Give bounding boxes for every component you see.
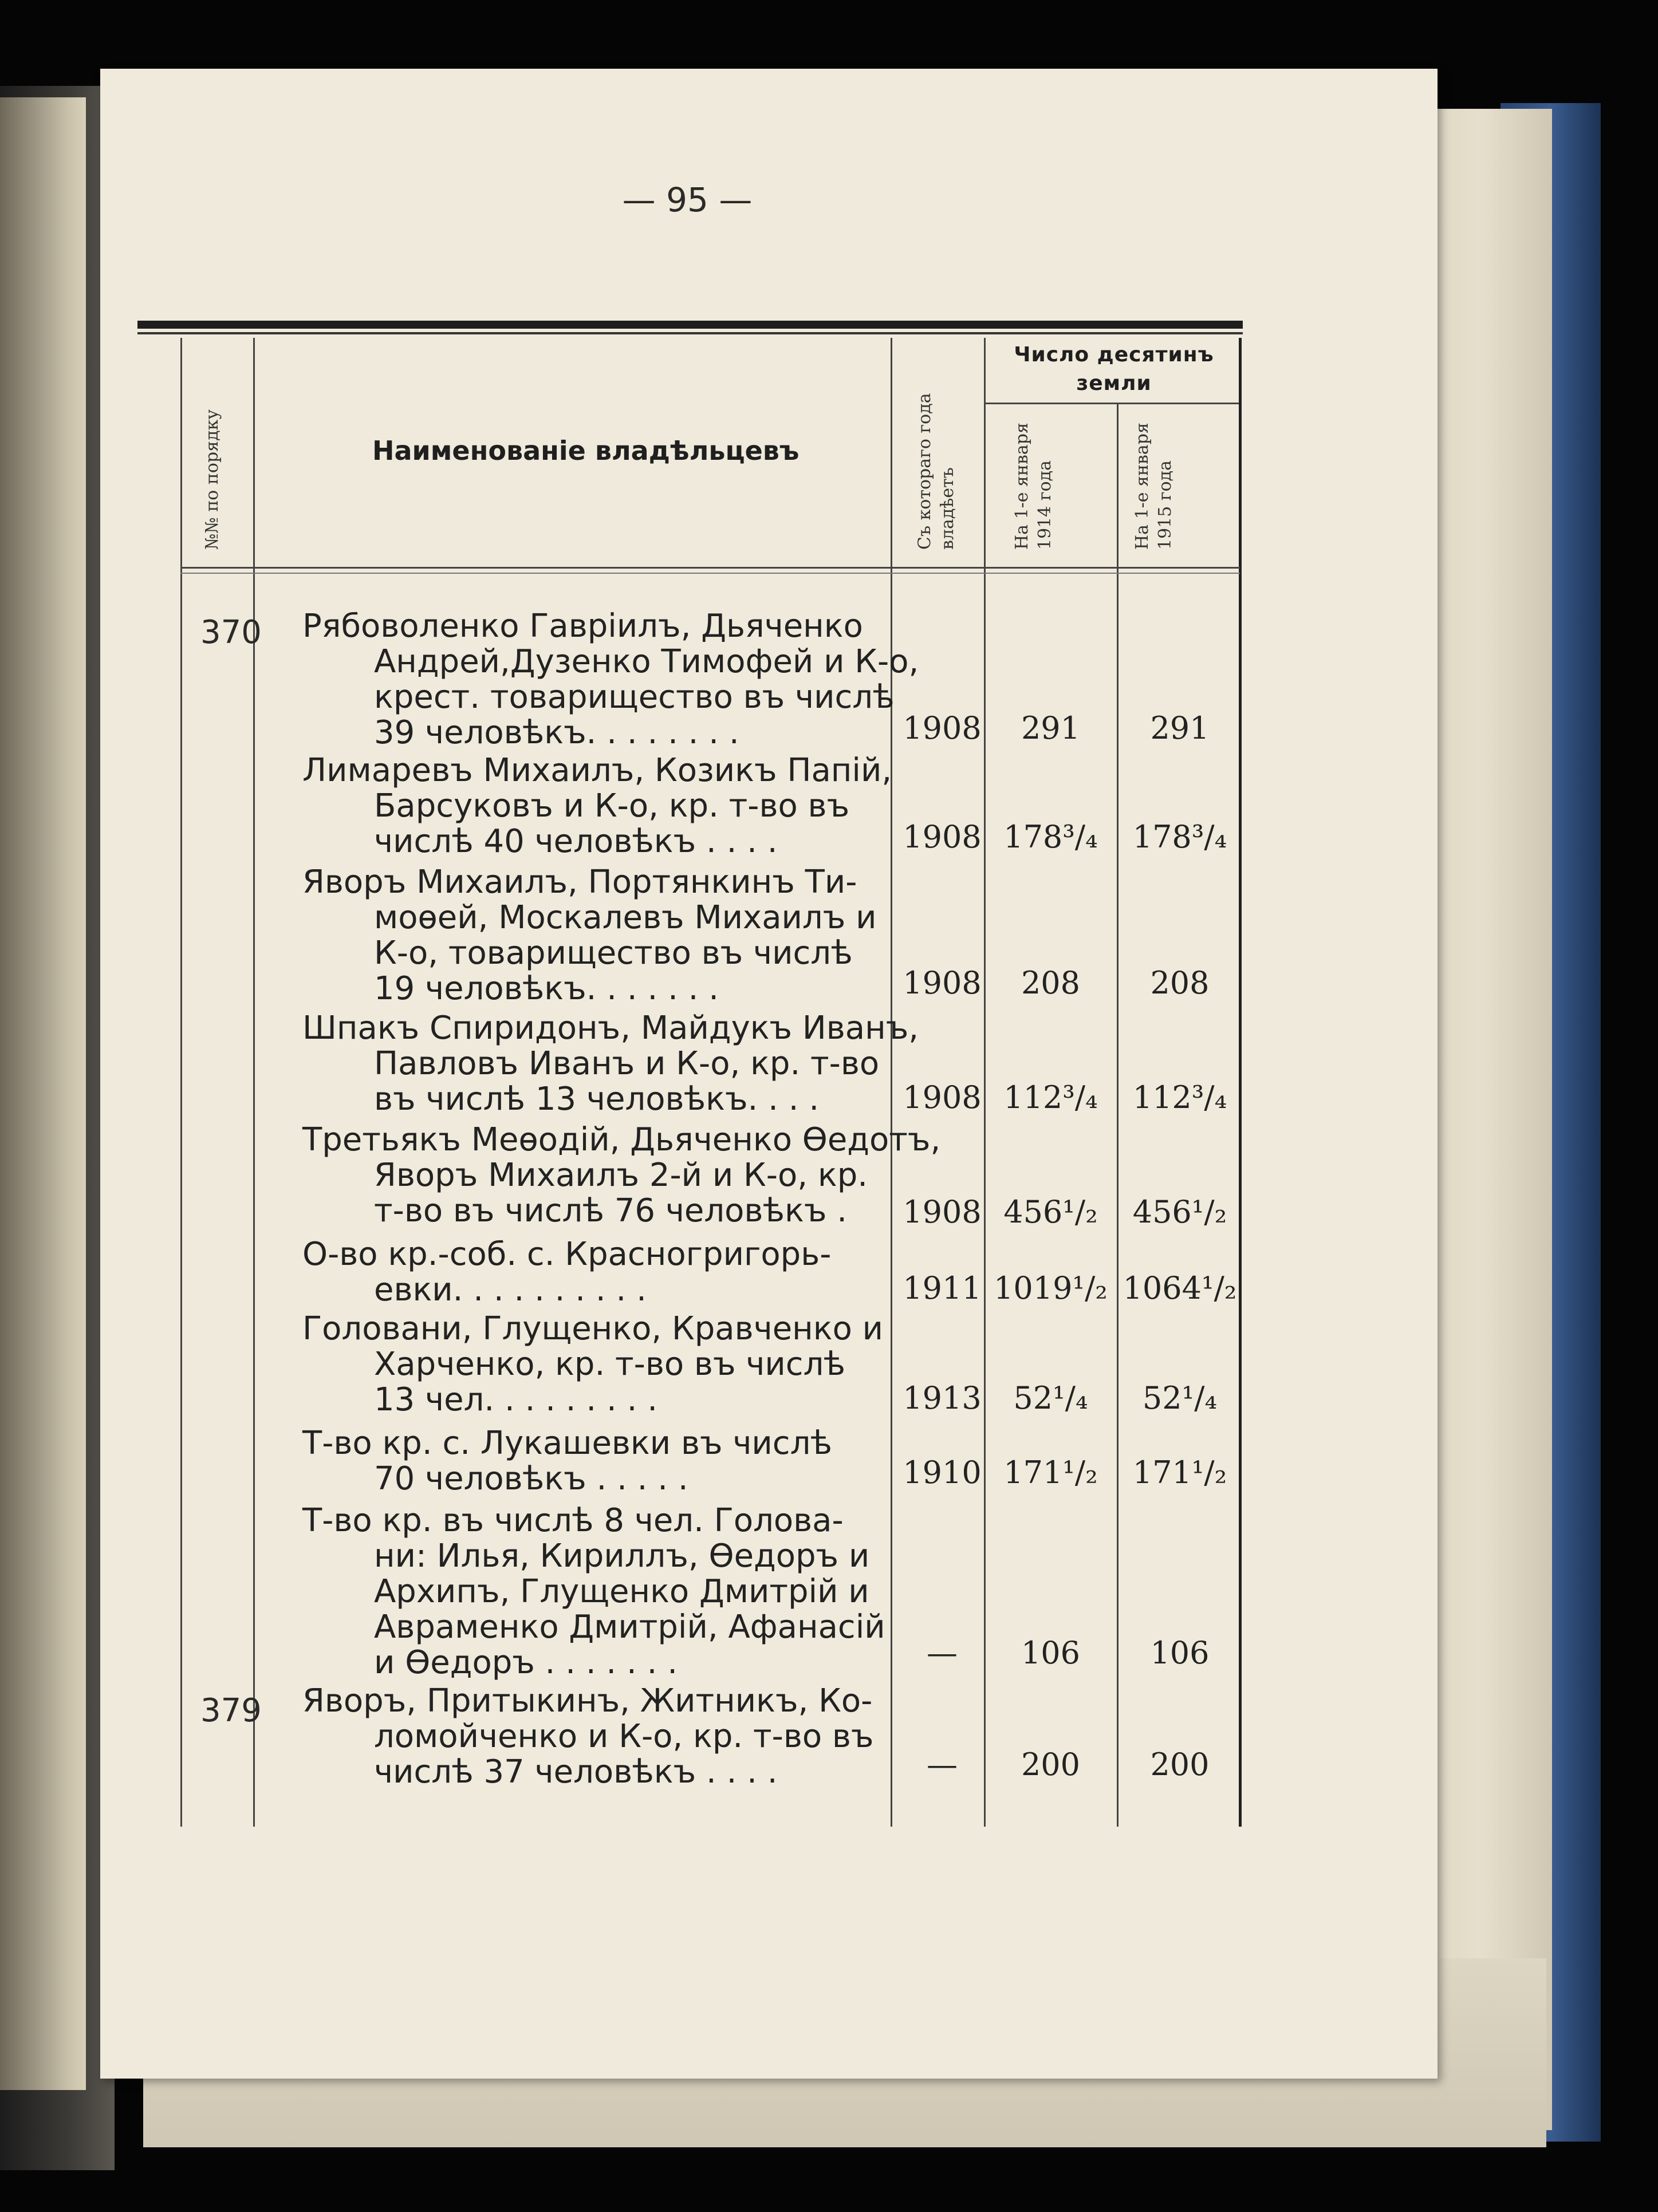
year-cell: 1911 [903, 1270, 982, 1306]
land-1914-cell: 208 [1021, 965, 1081, 1001]
owner-line: Яворъ Михаилъ 2-й и К-о, кр. [374, 1157, 868, 1194]
owner-line: числѣ 37 человѣкъ . . . . [374, 1753, 778, 1791]
owner-entry [302, 1426, 832, 1497]
land-1914-cell: 112³/₄ [1003, 1079, 1098, 1115]
header-col-1915: На 1-е января 1915 года [1132, 423, 1175, 550]
owner-line: Павловъ Иванъ и К-о, кр. т-во [374, 1045, 880, 1082]
land-1914-cell: 178³/₄ [1003, 819, 1098, 855]
land-1915-cell: 456¹/₂ [1132, 1194, 1227, 1230]
year-cell: 1913 [903, 1380, 982, 1416]
header-bottom-rule-2 [180, 573, 1240, 574]
owner-line: Яворъ, Притыкинъ, Житникъ, Ко- [302, 1682, 873, 1720]
owner-entry [302, 865, 876, 1007]
owner-line: 19 человѣкъ. . . . . . . [374, 970, 719, 1007]
owner-entry [302, 1237, 831, 1308]
owner-entry [302, 609, 919, 751]
owner-line: числѣ 40 человѣкъ . . . . [374, 823, 778, 860]
owner-line: Шпакъ Спиридонъ, Майдукъ Иванъ, [302, 1010, 919, 1047]
owner-line: Яворъ Михаилъ, Портянкинъ Ти- [302, 863, 857, 901]
land-1914-cell: 291 [1021, 710, 1081, 746]
owner-line: т-во въ числѣ 76 человѣкъ . [374, 1192, 848, 1229]
land-1915-cell: 52¹/₄ [1142, 1380, 1218, 1416]
owner-line: Харченко, кр. т-во въ числѣ [374, 1346, 845, 1383]
owner-line: Архипъ, Глущенко Дмитрій и [374, 1573, 869, 1610]
owner-line: ни: Илья, Кириллъ, Ѳедоръ и [374, 1537, 870, 1575]
year-cell: 1908 [903, 965, 982, 1001]
owner-entry [302, 753, 892, 859]
owner-line: Т-во кр. въ числѣ 8 чел. Голова- [302, 1502, 844, 1539]
header-col-1914: На 1-е января 1914 года [1012, 423, 1055, 550]
owner-entry [302, 1683, 873, 1790]
row-number: 370 [200, 614, 262, 651]
owner-line: О-во кр.-соб. с. Красногригорь- [302, 1236, 832, 1273]
facing-page-edge [0, 97, 86, 2090]
owner-line: крест. товарищество въ числѣ [374, 679, 895, 716]
owner-line: ломойченко и К-о, кр. т-во въ [374, 1718, 874, 1755]
table-divider-left [180, 338, 182, 1827]
owner-entry [302, 1311, 883, 1418]
table-divider-num [253, 338, 255, 1827]
land-1915-cell: 112³/₄ [1132, 1079, 1227, 1115]
owner-line: Головани, Глущенко, Кравченко и [302, 1310, 884, 1347]
row-number: 379 [200, 1692, 262, 1729]
table-top-rule [137, 321, 1243, 329]
owner-line: въ числѣ 13 человѣкъ. . . . [374, 1081, 820, 1118]
table-top-rule-thin [137, 332, 1243, 334]
land-header-underline [984, 403, 1239, 404]
land-1914-cell: 200 [1021, 1746, 1081, 1783]
land-1914-cell: 456¹/₂ [1003, 1194, 1098, 1230]
header-bottom-rule [180, 567, 1240, 569]
owner-entry [302, 1011, 919, 1117]
year-cell: 1908 [903, 710, 982, 746]
owner-line: К-о, товарищество въ числѣ [374, 935, 853, 972]
year-cell: 1908 [903, 1194, 982, 1230]
table-divider-year [984, 338, 986, 1827]
owner-line: Барсуковъ и К-о, кр. т-во въ [374, 787, 850, 825]
land-1914-cell: 52¹/₄ [1013, 1380, 1088, 1416]
owner-entry [302, 1122, 940, 1229]
land-1914-cell: 171¹/₂ [1003, 1454, 1098, 1491]
land-1915-cell: 106 [1150, 1635, 1210, 1671]
land-1915-cell: 200 [1150, 1746, 1210, 1783]
table-divider-1914 [1117, 404, 1119, 1827]
owner-line: Третьякъ Меѳодій, Дьяченко Ѳедотъ, [302, 1121, 941, 1158]
land-1914-cell: 106 [1021, 1635, 1081, 1671]
page-number: — 95 — [622, 180, 753, 219]
year-cell: — [927, 1635, 958, 1671]
header-col-number: №№ по порядку [202, 409, 222, 550]
land-1915-cell: 208 [1150, 965, 1210, 1001]
owner-line: евки. . . . . . . . . . [374, 1271, 647, 1308]
owner-line: Лимаревъ Михаилъ, Козикъ Папій, [302, 752, 892, 789]
land-1915-cell: 178³/₄ [1132, 819, 1227, 855]
year-cell: 1908 [903, 1079, 982, 1115]
owner-line: Т-во кр. с. Лукашевки въ числѣ [302, 1425, 833, 1462]
land-1915-cell: 1064¹/₂ [1123, 1270, 1237, 1306]
header-col-name: Наименованіе владѣльцевъ [372, 435, 800, 466]
owner-entry [302, 1503, 885, 1681]
year-cell: 1908 [903, 819, 982, 855]
owner-line: Андрей,Дузенко Тимофей и К-о, [374, 643, 919, 680]
land-1915-cell: 171¹/₂ [1132, 1454, 1227, 1491]
owner-line: 39 человѣкъ. . . . . . . . [374, 714, 739, 751]
owner-line: моѳей, Москалевъ Михаилъ и [374, 899, 877, 936]
year-cell: 1910 [903, 1454, 982, 1491]
owner-line: и Ѳедоръ . . . . . . . [374, 1644, 678, 1681]
land-1915-cell: 291 [1150, 710, 1210, 746]
land-1914-cell: 1019¹/₂ [994, 1270, 1108, 1306]
owner-line: Авраменко Дмитрій, Афанасій [374, 1608, 885, 1646]
year-cell: — [927, 1746, 958, 1783]
header-col-land: Число десятинъ земли [1014, 343, 1214, 395]
header-col-year: Съ котораго года владѣетъ [915, 393, 958, 550]
owner-line: 13 чел. . . . . . . . . [374, 1381, 658, 1418]
owner-line: 70 человѣкъ . . . . . [374, 1460, 688, 1497]
owner-line: Рябоволенко Гавріилъ, Дьяченко [302, 608, 863, 645]
